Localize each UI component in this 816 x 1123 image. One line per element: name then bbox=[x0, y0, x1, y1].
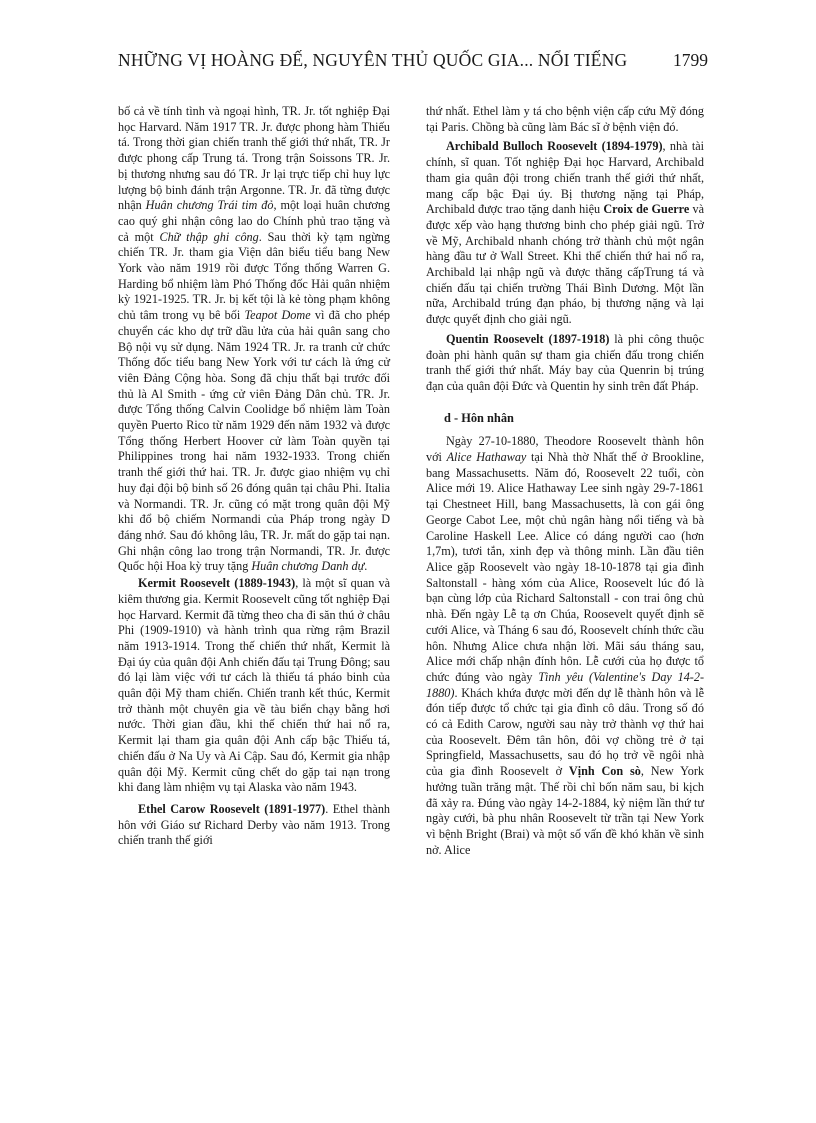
italic-term: Chữ thập ghi công bbox=[159, 229, 259, 244]
paragraph-ethel: Ethel Carow Roosevelt (1891-1977). Ethel thành hôn với Giáo sư Richard Derby vào năm 1913. Trong chiến tranh thế giới bbox=[118, 801, 391, 848]
italic-term: Huân chương Danh dự bbox=[251, 559, 365, 574]
italic-term: Huân chương Trái tim đỏ bbox=[145, 198, 274, 213]
bold-term: Vịnh Con sò bbox=[568, 764, 641, 779]
paragraph-ethel-cont: thứ nhất. Ethel làm y tá cho bệnh viện cấp cứu Mỹ đóng tại Paris. Chồng bà cũng làm Bác sĩ ở bệnh viện đó. bbox=[426, 104, 704, 134]
page-number: 1799 bbox=[673, 50, 708, 70]
paragraph-marriage: Ngày 27-10-1880, Theodore Roosevelt thành hôn với Alice Hathaway tại Nhà thờ Nhất thế ở Brookline, bang Massachusetts. Năm đó, Roosevelt 22 tuổi, còn Alice mới 19. Alice Hathaway Lee sinh ngày 29-7-1861 tại Chestneet Hill, bang Massachusetts, là con gái ông George Cabot Lee, một chủ ngân hàng nổi tiếng và bà Caroline Haskell Lee. Alice có dáng người cao (hơn 1,7m), tươi tắn, xinh đẹp và thông minh. Lần đầu tiên Alice gặp Roosevelt vào ngày 18-10-1878 tại gia đình Saltonstall - hàng xóm của Alice, Roosevelt lúc đó là bạn cùng lớp của Richard Saltonstall - con trai ông chủ nhà. Đến ngày Lễ tạ ơn Chúa, Roosevelt quyết định sẽ cưới Alice, và Tháng 6 sau đó, Roosevelt chính thức cầu hôn. Nhưng Alice chưa nhận lời. Mãi sáu tháng sau, Alice mới chấp nhận đính hôn. Lễ cưới của họ được tổ chức đúng vào ngày Tình yêu (Valentine's Day 14-2-1880). Khách khứa được mời đến dự lễ thành hôn và lễ đón tiếp được tổ chức tại gia đình cô dâu. Trong số đó có cả Edith Carow, người sau này trở thành vợ thứ hai của Roosevelt. Đêm tân hôn, đôi vợ chồng trẻ ở tại Springfield, Massachusetts, sau đó họ trở về ngôi nhà của gia đình Roosevelt ở Vịnh Con sò, New York hưởng tuần trăng mật. Thế rồi chỉ bốn năm sau, bi kịch đã xảy ra. Đúng vào ngày 14-2-1884, kỷ niệm lần thứ tư ngày cưới, bà phu nhân Roosevelt từ trần tại New York vì bệnh Bright (Brai) và một số vấn đề khó khăn về sinh nở. Alice bbox=[426, 434, 704, 857]
paragraph-quentin: Quentin Roosevelt (1897-1918) là phi công thuộc đoàn phi hành quân sự tham gia chiến đấu trong chiến tranh thế giới thứ nhất. Máy bay của Quenrin bị trúng đạn của quân đội Đức và Quentin hy sinh trên đất Pháp. bbox=[426, 331, 705, 393]
italic-term: Alice Hathaway bbox=[446, 450, 527, 465]
person-name: Quentin Roosevelt (1897-1918) bbox=[446, 331, 610, 346]
bold-term: Croix de Guerre bbox=[603, 202, 690, 217]
page-header bbox=[118, 50, 708, 80]
paragraph-kermit: Kermit Roosevelt (1889-1943), là một sĩ quan và kiêm thương gia. Kermit Roosevelt cũng tốt nghiệp Đại học Harvard. Kermit đã từng theo cha đi săn thú ở châu Phi (1909-1910) và hành trình qua rừng rậm Brazil năm 1913-1914. Trong thế chiến thứ nhất, Kermit là Đại úy của quân đội Anh chiến đấu tại Trung Đông; sau đó lại làm việc với tư cách là thiếu tá pháo binh của quân đội Mỹ tham chiến. Chiến tranh kết thúc, Kermit trở thành một chuyên gia về tàu biển chạy bằng hơi nước. Thời gian đầu, khi thế chiến thứ hai nổ ra, Kermit lại tham gia quân đội Anh cấp bậc Thiếu tá, chiến đấu ở Na Uy và Ai Cập. Sau đó, Kermit gia nhập quân đội Mỹ. Kermit cũng chết do gặp tai nạn trong khi đang làm nhiệm vụ tại Alaska vào năm 1943. bbox=[118, 576, 390, 795]
paragraph-archibald: Archibald Bulloch Roosevelt (1894-1979), nhà tài chính, sĩ quan. Tốt nghiệp Đại học Harvard, Archibald tham gia quân đội trong chiến tranh thế giới thứ nhất, mang cấp bậc Đại úy. Bị thương nặng tại Pháp, Archibald được trao tặng danh hiệu Croix de Guerre và được xếp vào hạng thương binh cho phép giải ngũ. Trở về Mỹ, Archibald nhanh chóng trở thành chủ một ngân hàng đầu tư ở Wall Street. Khi thế chiến thứ hai nổ ra, Archibald lại nhập ngũ và được thăng cấpTrung tá và chiến đấu tại chiến trường Thái Bình Dương. Một lần nữa, Archibald trúng đạn pháo, bị thương nặng và lại được quyết định cho giải ngũ. bbox=[426, 139, 705, 327]
right-column bbox=[426, 104, 704, 858]
italic-term: Teapot Dome bbox=[244, 308, 311, 323]
person-name: Archibald Bulloch Roosevelt (1894-1979) bbox=[446, 139, 663, 154]
person-name: Ethel Carow Roosevelt (1891-1977) bbox=[138, 801, 326, 816]
italic-term: Tình yêu (Valentine's Day 14-2-1880) bbox=[426, 669, 704, 700]
paragraph-tr-jr: bố cả về tính tình và ngoại hình, TR. Jr. tốt nghiệp Đại học Harvard. Năm 1917 TR. Jr. được phong hàm Thiếu tá. Trong thời gian chiến tranh thế giới thứ nhất, TR. Jr được phong cấp Trung tá. Trong trận Soissons TR. Jr. bị thương nhưng sau đó TR. Jr lại trực tiếp chỉ huy lực lượng bộ binh đánh trận Argonne. TR. Jr. đã từng được nhận Huân chương Trái tim đỏ, một loại huân chương cao quý ghi nhận công lao do Chính phủ trao tặng và cả một Chữ thập ghi công. Sau thời kỳ tạm ngừng chiến TR. Jr. tham gia Viện dân biểu tiểu bang New York vào năm 1919 rồi được Tổng thống Warren G. Harding bổ nhiệm làm Phó Thống đốc Hải quân nhiệm kỳ 1921-1925. TR. Jr. bị kết tội là kẻ tòng phạm không chủ tâm trong vụ bê bối Teapot Dome vì đã cho phép chuyển các kho dự trữ dầu lửa của hải quân sang cho Bộ nội vụ sử dụng. Năm 1924 TR. Jr. ra tranh cử chức Thống đốc tiểu bang New York với tư cách là ứng cử viên Đảng Cộng hòa. Song đã chịu thất bại trước đối thủ là Al Smith - ứng cử viên Đảng Dân chủ. TR. Jr. được Tổng thống Calvin Coolidge bổ nhiệm làm Toàn quyền Puerto Rico từ năm 1929 đến năm 1932 và được Tổng thống Herbert Hoover cử làm Toàn quyền tại Philippines trong hai năm 1932-1933. Trong chiến tranh thế giới thứ hai. TR. Jr. được giao nhiệm vụ chỉ huy đại đội bộ binh số 26 đóng quân tại châu Phi. Italia và Normandi. TR. Jr. cũng có mặt trong quân đội Mỹ khi đổ bộ chiếm Normandi của Pháp trong ngày D đáng nhớ. Sau đó không lâu, TR. Jr. mất do gặp tai nạn. Ghi nhận công lao trong trận Normandi, TR. Jr. được Quốc hội Hoa kỳ truy tặng Huân chương Danh dự. bbox=[118, 104, 391, 574]
person-name: Kermit Roosevelt (1889-1943) bbox=[138, 576, 296, 591]
left-column bbox=[118, 104, 390, 849]
section-heading: d - Hôn nhân bbox=[444, 410, 514, 425]
running-title: NHỮNG VỊ HOÀNG ĐẾ, NGUYÊN THỦ QUỐC GIA... NỔI TIẾNG bbox=[118, 50, 628, 70]
